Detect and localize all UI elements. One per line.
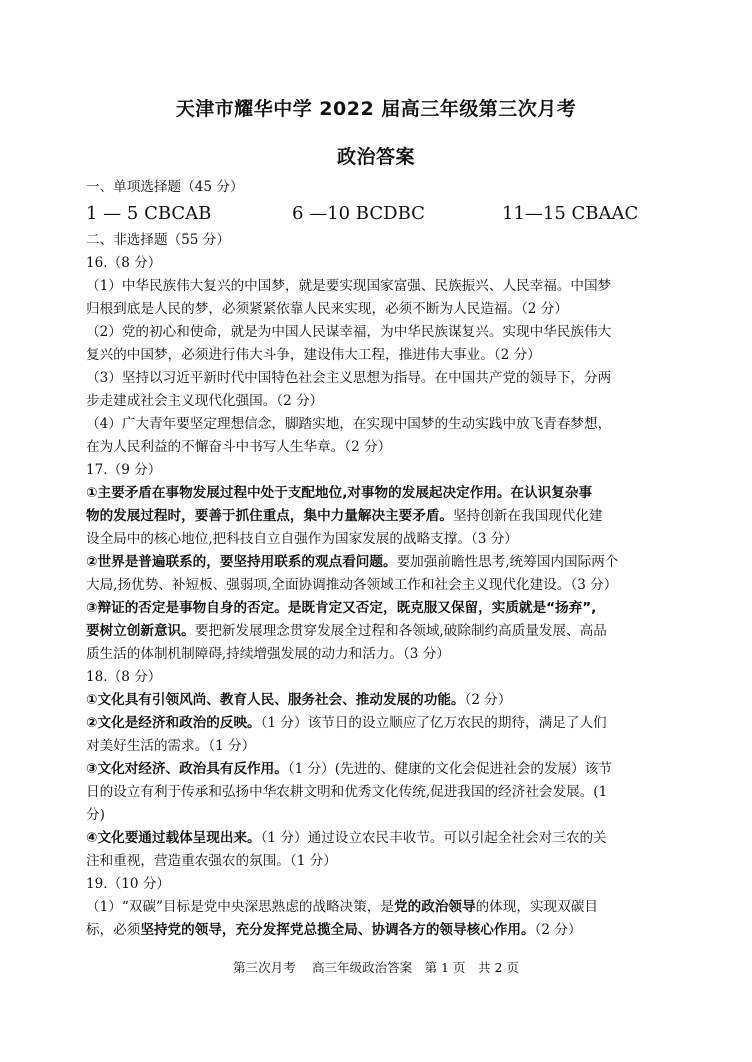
q19-line [86, 896, 671, 919]
q17-line: 设全局中的核心地位,把科技自立自强作为国家发展的战略支撑。（3 分） [86, 531, 518, 547]
key-point: ②世界是普遍联系的，要坚持用联系的观点看问题。 [86, 554, 397, 570]
key-point: ②文化是经济和政治的反映。 [86, 715, 261, 731]
key-point: ①文化具有引领风尚、教育人民、服务社会、推动发展的功能。 [86, 692, 465, 708]
explanation-text: 坚持创新在我国现代化建 [453, 508, 603, 524]
q17-line [86, 551, 671, 574]
explanation-text: （1）“双碳”目标是党中央深思熟虑的战略决策，是 [86, 899, 395, 915]
question-18-heading: 18.（8 分） [86, 669, 162, 685]
section-heading-choice: 一、单项选择题（45 分） [86, 179, 244, 195]
explanation-text: 要把新发展理念贯穿发展全过程和各领域,破除制约高质量发展、高品 [194, 623, 607, 639]
q18-line [86, 689, 671, 712]
document-subtitle: 政治答案 [336, 146, 415, 168]
q17-line [86, 620, 671, 643]
q17-line [86, 597, 671, 620]
key-point: 物的发展过程时，要善于抓住重点，集中力量解决主要矛盾。 [86, 508, 454, 524]
explanation-text: 要加强前瞻性思考,统筹国内国际两个 [396, 554, 619, 570]
question-16-heading: 16.（8 分） [86, 255, 162, 271]
q18-line: 日的设立有利于传承和弘扬中华农耕文明和优秀文化传统,促进我国的经济社会发展。(1 [86, 784, 608, 800]
q17-line [86, 482, 671, 505]
q18-line [86, 827, 671, 850]
q16-line: （2）党的初心和使命，就是为中国人民谋幸福，为中华民族谋复兴。实现中华民族伟大 [86, 324, 612, 340]
q18-line: 分) [86, 807, 105, 823]
q16-line: 在为人民利益的不懈奋斗中书写人生华章。（2 分） [86, 439, 392, 455]
key-point: ③辩证的否定是事物自身的否定。是既肯定又否定，既克服又保留，实质就是“扬弃”, [86, 600, 597, 616]
page-footer: 第三次月考 高三年级政治答案 第 1 页 共 2 页 [233, 960, 519, 975]
q18-line [86, 758, 671, 781]
explanation-text: 标，必须 [86, 922, 141, 938]
key-point: ④文化要通过载体呈现出来。 [86, 830, 261, 846]
q18-line [86, 712, 671, 735]
answers-1-5: 1 — 5 CBCAB [86, 203, 212, 224]
q16-line: 归根到底是人民的梦，必须紧紧依靠人民来实现，必须不断为人民造福。（2 分） [86, 301, 568, 317]
explanation-text: （2 分） [464, 692, 512, 708]
answers-11-15: 11—15 CBAAC [502, 203, 639, 224]
explanation-text: （1 分）(先进的、健康的文化会促进社会的发展）该节 [287, 761, 612, 777]
explanation-text: （1 分）通过设立农民丰收节。可以引起全社会对三农的关 [260, 830, 607, 846]
q17-line: 质生活的体制机制障碍,持续增强发展的动力和活力。（3 分） [86, 646, 450, 662]
explanation-text: （1 分）该节日的设立顺应了亿万农民的期待，满足了人们 [260, 715, 607, 731]
q17-line: 大局,扬优势、补短板、强弱项,全面协调推动各领域工作和社会主义现代化建设。（3 分） [86, 577, 618, 593]
key-point: ③文化对经济、政治具有反作用。 [86, 761, 288, 777]
q19-line [86, 919, 671, 942]
explanation-text: 的体现，实现双碳目 [475, 899, 598, 915]
q18-line: 注和重视，营造重农强农的氛围。（1 分） [86, 853, 337, 869]
q16-line: （1）中华民族伟大复兴的中国梦，就是要实现国家富强、民族振兴、人民幸福。中国梦 [86, 278, 612, 294]
key-point: 党的政治领导 [394, 899, 476, 915]
section-heading-nonchoice: 二、非选择题（55 分） [86, 232, 230, 248]
question-17-heading: 17.（9 分） [86, 462, 162, 478]
key-point: 坚持党的领导，充分发挥党总揽全局、协调各方的领导核心作用。 [140, 922, 535, 938]
q17-line [86, 505, 671, 528]
answer-content [86, 176, 671, 942]
q16-line: 复兴的中国梦，必须进行伟大斗争，建设伟大工程，推进伟大事业。（2 分） [86, 347, 541, 363]
choice-answers-row [86, 199, 671, 229]
q16-line: （4）广大青年要坚定理想信念，脚踏实地，在实现中国梦的生动实践中放飞青春梦想， [86, 416, 612, 432]
q16-line: 步走建成社会主义现代化强国。（2 分） [86, 393, 324, 409]
key-point: ①主要矛盾在事物发展过程中处于支配地位,对事物的发展起决定作用。在认识复杂事 [86, 485, 593, 501]
question-19-heading: 19.（10 分） [86, 876, 171, 892]
answers-6-10: 6 —10 BCDBC [292, 203, 425, 224]
q16-line: （3）坚持以习近平新时代中国特色社会主义思想为指导。在中国共产党的领导下，分两 [86, 370, 612, 386]
document-title: 天津市耀华中学 2022 届高三年级第三次月考 [175, 98, 577, 120]
q18-line: 对美好生活的需求。（1 分） [86, 738, 256, 754]
key-point: 要树立创新意识。 [86, 623, 195, 639]
explanation-text: （2 分） [534, 922, 582, 938]
